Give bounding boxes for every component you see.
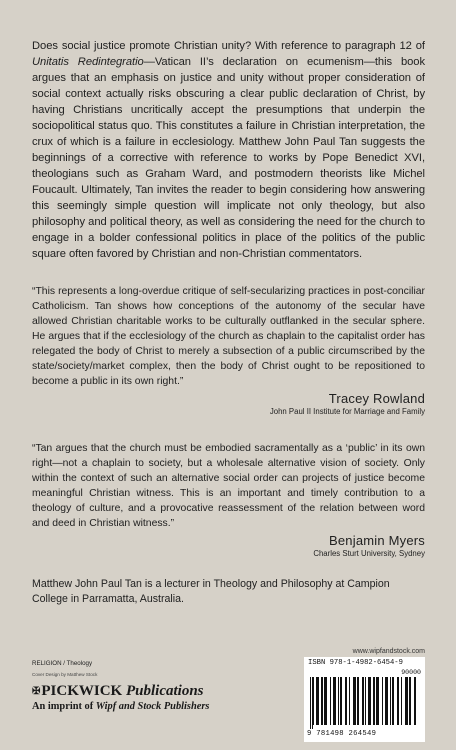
endorsement-attribution (32, 391, 425, 417)
barcode-bars-icon (308, 677, 421, 729)
publisher-name: PICKWICK (41, 683, 126, 699)
author-bio-text: is a lecturer in Theology and Philosophy at Campion College in Parramatta, Australia. (32, 578, 390, 605)
cover-footer (32, 648, 425, 744)
endorsement-quote: “This represents a long-overdue critique of self-secularizing practices in post-conciliar Catholicism. Tan shows how conceptions of the autonomy of the secular have allowed Christian charitable works to be culturally outflanked in the secular sphere. He argues that if the ecclesiology of the church as chaplain to the capitalist order has relegated the body of Christ to merely a subsection of a public circumscribed by the state/society/market complex, then the body of Christ ought to be repositioned to become a public in its own right.” (32, 286, 425, 387)
endorser-name: Benjamin Myers (329, 533, 425, 548)
book-category: RELIGION / Theology (32, 660, 93, 667)
price-code: 90000 (401, 669, 421, 676)
author-name: Matthew John Paul Tan (32, 578, 142, 590)
publisher-suffix: Publications (125, 683, 204, 699)
endorsement-attribution (32, 533, 425, 559)
cover-design-credit: Cover Design by Matthew Stock (32, 672, 98, 677)
publisher-website: www.wipfandstock.com (352, 648, 425, 655)
endorser-name: Tracey Rowland (328, 391, 425, 406)
description-text-rest: —Vatican II’s declaration on ecumenism—this book argues that an emphasis on justice and unity without proper consideration of social context actually risks obscuring a clear public declaration of Christ, by having Christians uncritically accept the presumptions that underpin the sociopolitical status quo. This constitutes a failure in Christian interpretation, the crux of which is a failure in ecclesiology. Matthew John Paul Tan suggests the beginnings of a corrective with reference to works by Pope Benedict XVI, theologians such as Graham Ward, and postmodern theorists like Michel Foucault. Ultimately, Tan invites the reader to begin considering how answering this seemingly simple question will implicate not only theology, but also philosophy and political theory, as well as considering the need for the church to engage in a bolder confessional politics in place of the politics of the public square often favored by Christian and non-Christian commentators. (32, 56, 426, 260)
endorser-affiliation: Charles Sturt University, Sydney (313, 549, 425, 558)
isbn-text: ISBN 978-1-4982-6454-9 (308, 659, 403, 667)
endorsement-2 (32, 441, 425, 559)
ean-number: 9 781498 264549 (307, 730, 377, 738)
barcode (304, 657, 425, 742)
pickwick-mark-icon: ✠ (32, 686, 41, 697)
endorser-affiliation: John Paul II Institute for Marriage and Family (269, 407, 425, 416)
back-cover-content (32, 38, 425, 607)
imprint-line (32, 701, 209, 712)
imprint-prefix: An imprint of (32, 701, 96, 712)
endorsement-1 (32, 284, 425, 417)
imprint-name: Wipf and Stock Publishers (95, 701, 210, 712)
document-title: Unitatis Redintegratio (32, 56, 144, 68)
endorsement-quote: “Tan argues that the church must be embodied sacramentally as a ‘public’ in its own right—not a chaplain to society, but a wholesale alternative vision of society. Only within the context of such an alternative social order can projects of justice become meaningful Christian witness. This is an important and timely contribution to a theology of culture, and a provocative reassessment of the relation between word and deed in Christian witness.” (32, 443, 425, 529)
publisher-logo (32, 683, 204, 700)
book-description (32, 38, 425, 262)
description-text-start: Does social justice promote Christian unity? With reference to paragraph 12 of (32, 40, 425, 52)
author-bio (32, 577, 425, 607)
